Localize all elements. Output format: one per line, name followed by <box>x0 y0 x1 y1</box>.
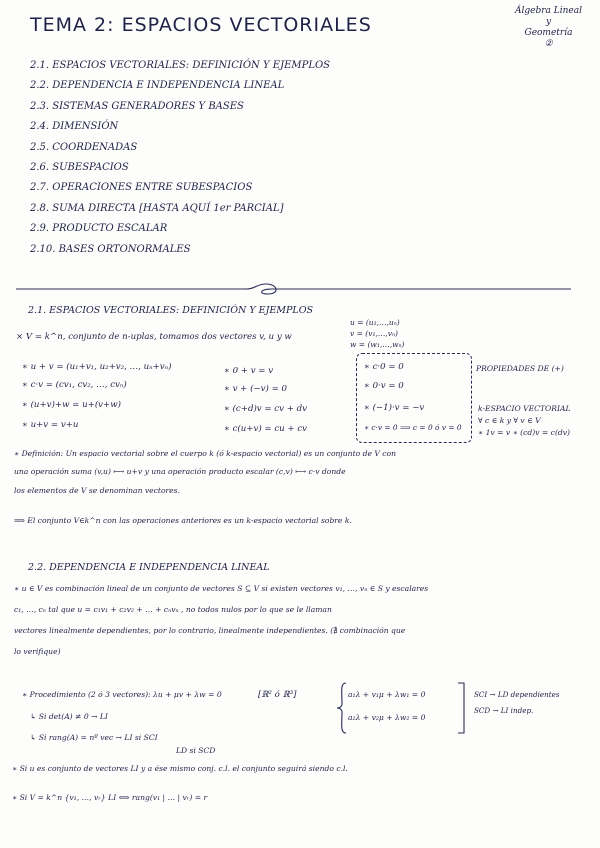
procedure-title: ∗ Procedimiento (2 ó 3 vectores): λu + μv + λw = 0 <box>22 690 222 699</box>
axiom: ∗ (u+v)+w = u+(v+w) <box>22 400 121 410</box>
procedure-step: LD si SCD <box>176 746 216 755</box>
corner-subject-note <box>515 6 582 50</box>
axiom: ∗ c(u+v) = cu + cv <box>224 424 308 434</box>
toc-item: 2.10. BASES ORTONORMALES <box>30 243 191 255</box>
conclusion-line: ⟹ El conjunto V∈k^n con las operaciones anteriores es un k-espacio vectorial sobre k. <box>14 516 352 525</box>
space-tag: [ℝ² ó ℝ³] <box>258 690 297 700</box>
toc-item: 2.1. ESPACIOS VECTORIALES: DEFINICIÓN Y EJEMPLOS <box>30 60 331 71</box>
toc-item: 2.8. SUMA DIRECTA [HASTA AQUÍ 1er PARCIAL] <box>30 202 284 214</box>
corner-line: ② <box>544 39 553 49</box>
section-divider <box>16 283 571 295</box>
paragraph-line: ∗ u ∈ V es combinación lineal de un conjunto de vectores S ⊆ V si existen vectores v₁, …, vₙ ∈ S y escalares <box>14 584 429 593</box>
procedure-step: ↳ Si rang(A) = nº vec → LI si SCI <box>30 733 158 742</box>
vector-def: w = (w₁,…,wₙ) <box>350 340 405 349</box>
paragraph-line: lo verifique) <box>14 647 61 656</box>
toc-item: 2.6. SUBESPACIOS <box>30 161 129 173</box>
axiom: ∗ u+v = v+u <box>22 420 79 430</box>
property: ∗ c·0 = 0 <box>364 362 404 372</box>
property: ∗ c·v = 0 ⟹ c = 0 ó v = 0 <box>364 423 462 432</box>
axiom: ∗ c·v = (cv₁, cv₂, …, cvₙ) <box>22 380 127 390</box>
corner-line: Álgebra Lineal <box>515 6 582 16</box>
vector-def: u = (u₁,…,uₙ) <box>350 318 400 327</box>
procedure-step: ↳ Si det(A) ≠ 0 → LI <box>30 712 108 721</box>
toc-item: 2.3. SISTEMAS GENERADORES Y BASES <box>30 100 244 112</box>
section-heading: 2.1. ESPACIOS VECTORIALES: DEFINICIÓN Y EJEMPLOS <box>28 305 314 316</box>
section-heading: 2.2. DEPENDENCIA E INDEPENDENCIA LINEAL <box>28 562 270 573</box>
properties-label: PROPIEDADES DE (+) <box>476 364 564 373</box>
system-equation: a₁λ + v₁μ + λw₁ = 0 <box>348 690 426 699</box>
sc-note: SCI → LD dependientes <box>474 690 560 699</box>
axiom: ∗ u + v = (u₁+v₁, u₂+v₂, …, uₙ+vₙ) <box>22 362 172 372</box>
vector-def: v = (v₁,…,vₙ) <box>350 329 398 338</box>
toc-item: 2.4. DIMENSIÓN <box>30 121 119 133</box>
intro-line: × V = k^n, conjunto de n-uplas, tomamos dos vectores v, u y w <box>16 332 292 342</box>
left-brace <box>336 682 348 734</box>
axiom: ∗ v + (−v) = 0 <box>224 384 287 394</box>
definition-line: una operación suma (v,u) ⟼ u+v y una operación producto escalar (c,v) ⟼ c·v donde <box>14 467 346 476</box>
definition-line: ∗ Definición: Un espacio vectorial sobre el cuerpo k (ó k-espacio vectorial) es un conjunto de V con <box>14 449 396 458</box>
toc-item: 2.5. COORDENADAS <box>30 141 138 153</box>
corner-line: y <box>545 17 552 27</box>
paragraph-line: c₁, …, cₙ tal que u = c₁v₁ + c₂v₂ + … + cₙvₙ , no todos nulos por lo que se le llaman <box>14 605 332 614</box>
k-space-line: k-ESPACIO VECTORIAL <box>478 404 571 413</box>
toc-item: 2.2. DEPENDENCIA E INDEPENDENCIA LINEAL <box>30 80 285 92</box>
page-title: TEMA 2: ESPACIOS VECTORIALES <box>30 14 372 36</box>
axiom: ∗ 0 + v = v <box>224 366 274 376</box>
property: ∗ (−1)·v = −v <box>364 403 425 413</box>
toc-item: 2.9. PRODUCTO ESCALAR <box>30 223 168 235</box>
paragraph-line: vectores linealmente dependientes, por lo contrario, linealmente independientes. (∄ combinación que <box>14 626 406 635</box>
definition-line: los elementos de V se denominan vectores. <box>14 486 180 495</box>
k-space-line: ∀ c ∈ k y ∀ v ∈ V <box>478 416 541 425</box>
toc-item: 2.7. OPERACIONES ENTRE SUBESPACIOS <box>30 182 253 194</box>
table-of-contents <box>30 56 330 260</box>
note-line: ∗ Si V = k^n {v₁, …, vᵣ} LI ⟺ rang(v₁ | … | vᵣ) = r <box>12 793 208 802</box>
axiom: ∗ (c+d)v = cv + dv <box>224 404 308 414</box>
k-space-line: ∗ 1v = v ∗ (cd)v = c(dv) <box>478 428 571 437</box>
sc-note: SCD → LI indep. <box>474 706 534 715</box>
system-equation: a₂λ + v₂μ + λw₂ = 0 <box>348 713 426 722</box>
property: ∗ 0·v = 0 <box>364 381 404 391</box>
corner-line: Geometría <box>524 28 573 38</box>
right-bracket <box>456 682 468 734</box>
note-line: ∗ Si u es conjunto de vectores LI y a ése mismo conj. c.l. el conjunto seguirá siendo c.l. <box>12 764 348 773</box>
